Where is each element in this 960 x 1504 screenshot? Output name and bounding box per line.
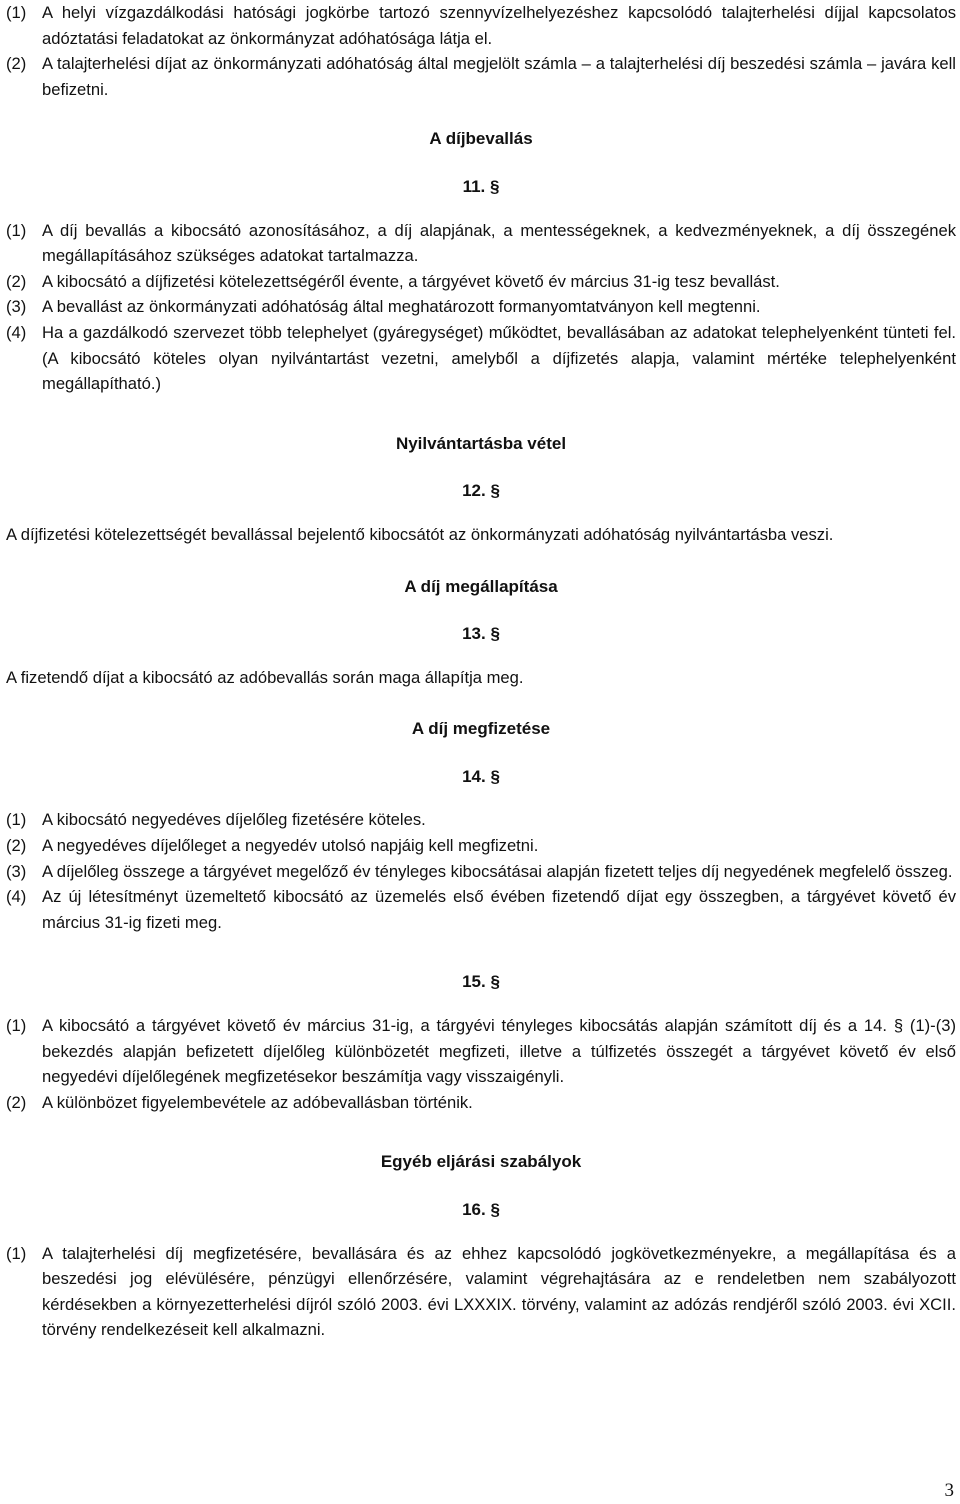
section-16-paragraph-1 [6,1241,956,1343]
section-11-paragraph-2 [6,269,956,295]
paragraph-text: A helyi vízgazdálkodási hatósági jogkörbe tartozó szennyvízelhelyezéshez kapcsolódó talajterhelési díjjal kapcsolatos adóztatási feladatokat az önkormányzat adóhatósága látja el. [42,3,956,48]
section-12-heading: Nyilvántartásba vétel [395,433,567,453]
paragraph-text: A talajterhelési díjat az önkormányzati adóhatóság által megjelölt számla – a talajterhelési díj beszedési számla – javára kell befizetni. [42,54,956,99]
page-number: 3 [944,1480,954,1501]
paragraph-text: A díj bevallás a kibocsátó azonosításához, a díj alapjának, a mentességeknek, a kedvezményeknek, a díj összegének megállapításához szükséges adatokat tartalmazza. [42,220,956,266]
section-15-paragraph-2 [6,1090,956,1116]
section-15-body [6,1013,956,1115]
page-content [6,0,956,1343]
paragraph-text: A kibocsátó a díjfizetési kötelezettségéről évente, a tárgyévet követő év március 31-ig tesz bevallást. [42,271,780,291]
paragraph-text: A talajterhelési díj megfizetésére, bevallására és az ehhez kapcsolódó jogkövetkezményekre, a megállapítása és a beszedési jog elévülésére, pénzügyi ellenőrzésére, valamint végrehajtására az e rendeletben nem szabályozott kérdésekben a környezetterhelési díjról szóló 2003. évi LXXXIX. törvény, valamint az adózás rendjéről szóló 2003. évi XCII. törvény rendelkezéseit kell alkalmazni. [42,1243,956,1340]
paragraph-text: A díjelőleg összege a tárgyévet megelőző év tényleges kibocsátásai alapján fizetett teljes díj negyedének megfelelő összeg. [42,861,953,881]
paragraph-number: (2) [6,1092,27,1112]
paragraph-number: (3) [6,861,27,881]
paragraph-number: (2) [6,836,27,856]
section-15-number: 15. § [462,972,500,992]
section-12-text: A díjfizetési kötelezettségét bevallással bejelentő kibocsátót az önkormányzati adóhatóság nyilvántartásba veszi. [6,524,834,544]
paragraph-text: A kibocsátó negyedéves díjelőleg fizetésére köteles. [42,810,426,830]
paragraph-number: (1) [6,810,27,830]
section-11-paragraph-1 [6,218,956,269]
section-13-heading: A díj megállapítása [404,576,558,596]
paragraph-text: A negyedéves díjelőleget a negyedév utolsó napjáig kell megfizetni. [42,836,539,856]
section-11-number: 11. § [462,176,500,196]
section-11-paragraph-3 [6,294,956,320]
paragraph-number: (3) [6,297,27,317]
section-14-body [6,807,956,935]
section-11-paragraph-4 [6,320,956,397]
paragraph-text: Az új létesítményt üzemeltető kibocsátó az üzemelés első évében fizetendő díjat egy összegben, a tárgyévet követő év március 31-ig fizeti meg. [42,887,956,932]
paragraph-number: (1) [6,1243,27,1263]
paragraph-text: A kibocsátó a tárgyévet követő év március 31-ig, a tárgyévi tényleges kibocsátás alapján számított díj és a 14. § (1)-(3) bekezdés alapján befizetett díjelőleg különbözetét megfizeti, illetve a túlfizetés összegét a tárgyévet követő év első negyedévi díjelőlegének megfizetésekor beszámítja vagy visszaigényli. [42,1016,956,1087]
paragraph-number: (2) [6,271,27,291]
section-16-heading: Egyéb eljárási szabályok [380,1152,582,1172]
section-14-paragraph-1 [6,807,956,833]
paragraph-text: A különbözet figyelembevétele az adóbevallásban történik. [42,1092,473,1112]
paragraph-number: (1) [6,3,27,22]
section-16-body [6,1241,956,1343]
paragraph-number: (2) [6,54,27,74]
section-13-number: 13. § [462,624,500,644]
section-14-paragraph-4 [6,884,956,935]
section-16-number: 16. § [462,1200,500,1219]
intro-paragraph-2 [6,51,956,102]
section-14-paragraph-3 [6,859,956,885]
section-15-paragraph-1 [6,1013,956,1090]
paragraph-text: A bevallást az önkormányzati adóhatóság által meghatározott formanyomtatványon kell megtenni. [42,297,761,317]
section-14-number: 14. § [462,766,500,786]
intro-paragraph-1 [6,0,956,51]
section-11-heading: A díjbevallás [429,129,533,149]
paragraph-number: (4) [6,322,27,342]
section-12-number: 12. § [462,481,500,501]
section-14-paragraph-2 [6,833,956,859]
paragraph-number: (1) [6,1016,27,1036]
paragraph-text: Ha a gazdálkodó szervezet több telephelyet (gyáregységet) működtet, bevallásában az adatokat telephelyenként tünteti fel. (A kibocsátó köteles olyan nyilvántartást vezetni, amelyből a díjfizetés alapja, valamint mértéke telephelyenként megállapítható.) [42,322,956,394]
paragraph-number: (4) [6,887,27,907]
section-14-heading: A díj megfizetése [411,719,551,739]
section-11-body [6,218,956,397]
paragraph-number: (1) [6,220,27,240]
section-13-text: A fizetendő díjat a kibocsátó az adóbevallás során maga állapítja meg. [6,667,524,687]
